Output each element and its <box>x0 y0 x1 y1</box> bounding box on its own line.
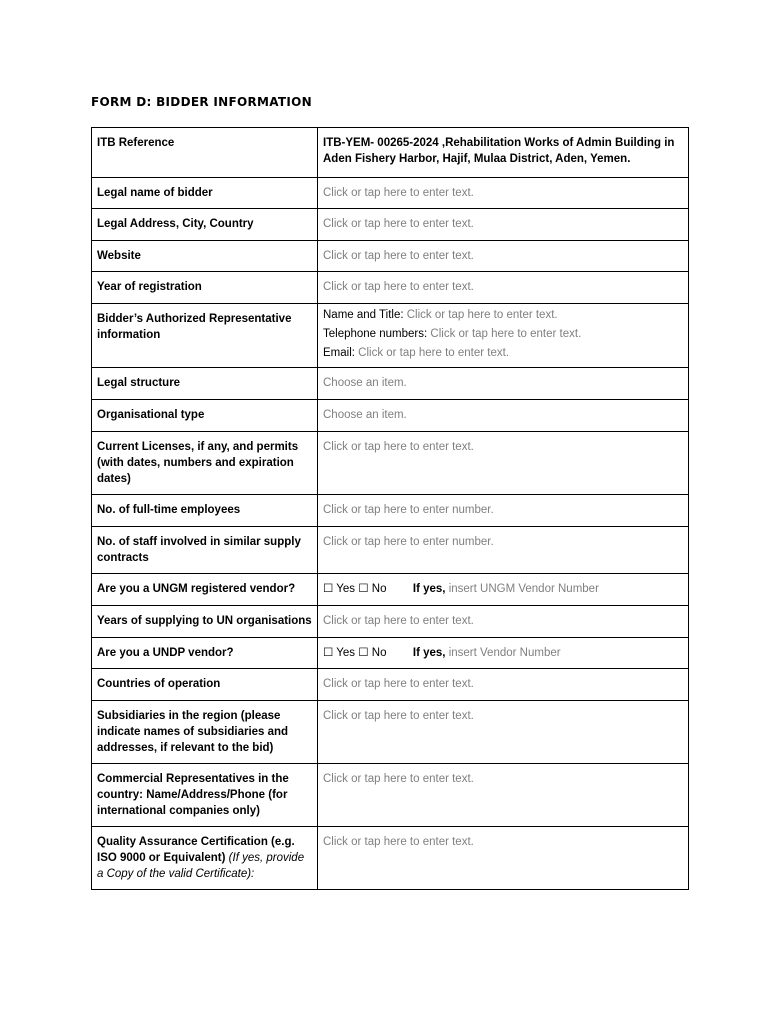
row-label: Legal name of bidder <box>92 178 318 209</box>
ungm-vendor-number-field[interactable]: insert UNGM Vendor Number <box>448 583 599 595</box>
row-label: Website <box>92 241 318 272</box>
telephone-line <box>323 326 683 342</box>
row-label: Commercial Representatives in the country: Name/Address/Phone (for international companies only) <box>92 764 318 827</box>
table-row-authorized-representative <box>92 304 689 368</box>
quality-assurance-label: Quality Assurance Certification (e.g. ISO 9000 or Equivalent) <box>97 836 295 864</box>
undp-vendor-options <box>318 638 689 669</box>
row-label: No. of staff involved in similar supply contracts <box>92 527 318 574</box>
ungm-vendor-options <box>318 574 689 606</box>
website-field[interactable]: Click or tap here to enter text. <box>318 241 689 272</box>
legal-name-field[interactable]: Click or tap here to enter text. <box>318 178 689 209</box>
name-and-title-line <box>323 307 683 323</box>
name-and-title-field[interactable]: Click or tap here to enter text. <box>406 309 558 321</box>
table-row-full-time-employees <box>92 495 689 527</box>
table-row-legal-address <box>92 209 689 241</box>
row-label: Countries of operation <box>92 669 318 701</box>
row-label: Legal structure <box>92 368 318 400</box>
table-row-website <box>92 241 689 272</box>
row-label: Years of supplying to UN organisations <box>92 606 318 638</box>
row-label: Legal Address, City, Country <box>92 209 318 241</box>
row-label: Year of registration <box>92 272 318 304</box>
name-and-title-label: Name and Title: <box>323 309 404 321</box>
table-row-current-licenses <box>92 432 689 495</box>
quality-assurance-note: (If yes, provide a Copy of the valid Certificate): <box>97 852 305 880</box>
row-label: No. of full-time employees <box>92 495 318 527</box>
authorized-representative-fields <box>318 304 689 368</box>
email-label: Email: <box>323 347 355 359</box>
row-label: Bidder’s Authorized Representative information <box>92 304 318 368</box>
year-of-registration-field[interactable]: Click or tap here to enter text. <box>318 272 689 304</box>
ungm-yes-checkbox[interactable]: ☐ Yes <box>323 583 356 595</box>
organisational-type-dropdown[interactable]: Choose an item. <box>318 400 689 432</box>
table-row-subsidiaries <box>92 701 689 764</box>
countries-of-operation-field[interactable]: Click or tap here to enter text. <box>318 669 689 701</box>
table-row-itb-reference <box>92 128 689 178</box>
table-row-undp-vendor <box>92 638 689 669</box>
undp-vendor-number-field[interactable]: insert Vendor Number <box>448 647 561 659</box>
staff-similar-contracts-field[interactable]: Click or tap here to enter number. <box>318 527 689 574</box>
email-line <box>323 345 683 361</box>
telephone-field[interactable]: Click or tap here to enter text. <box>430 328 582 340</box>
table-row-year-of-registration <box>92 272 689 304</box>
commercial-representatives-field[interactable]: Click or tap here to enter text. <box>318 764 689 827</box>
form-title: FORM D: BIDDER INFORMATION <box>91 95 312 109</box>
row-label: Current Licenses, if any, and permits (with dates, numbers and expiration dates) <box>92 432 318 495</box>
full-time-employees-field[interactable]: Click or tap here to enter number. <box>318 495 689 527</box>
telephone-label: Telephone numbers: <box>323 328 428 340</box>
years-supplying-un-field[interactable]: Click or tap here to enter text. <box>318 606 689 638</box>
undp-yes-checkbox[interactable]: ☐ Yes <box>323 647 356 659</box>
row-label: Subsidiaries in the region (please indicate names of subsidiaries and addresses, if relevant to the bid) <box>92 701 318 764</box>
legal-structure-dropdown[interactable]: Choose an item. <box>318 368 689 400</box>
row-label: Are you a UNGM registered vendor? <box>92 574 318 606</box>
table-row-quality-assurance <box>92 827 689 890</box>
undp-if-yes-label: If yes, <box>412 647 446 659</box>
ungm-if-yes-label: If yes, <box>412 583 446 595</box>
ungm-no-checkbox[interactable]: ☐ No <box>358 583 387 595</box>
table-row-staff-similar-contracts <box>92 527 689 574</box>
current-licenses-field[interactable]: Click or tap here to enter text. <box>318 432 689 495</box>
bidder-information-table <box>91 127 689 890</box>
table-row-ungm-vendor <box>92 574 689 606</box>
table-row-legal-name <box>92 178 689 209</box>
table-row-commercial-representatives <box>92 764 689 827</box>
table-row-legal-structure <box>92 368 689 400</box>
undp-no-checkbox[interactable]: ☐ No <box>358 647 387 659</box>
row-label: Are you a UNDP vendor? <box>92 638 318 669</box>
email-field[interactable]: Click or tap here to enter text. <box>358 347 510 359</box>
quality-assurance-field[interactable]: Click or tap here to enter text. <box>318 827 689 890</box>
table-row-countries-of-operation <box>92 669 689 701</box>
row-label <box>92 827 318 890</box>
subsidiaries-field[interactable]: Click or tap here to enter text. <box>318 701 689 764</box>
row-label: Organisational type <box>92 400 318 432</box>
itb-reference-value: ITB-YEM- 00265-2024 ,Rehabilitation Works of Admin Building in Aden Fishery Harbor, Hajif, Mulaa District, Aden, Yemen. <box>318 128 689 178</box>
legal-address-field[interactable]: Click or tap here to enter text. <box>318 209 689 241</box>
row-label: ITB Reference <box>92 128 318 178</box>
table-row-organisational-type <box>92 400 689 432</box>
table-row-years-supplying-un <box>92 606 689 638</box>
